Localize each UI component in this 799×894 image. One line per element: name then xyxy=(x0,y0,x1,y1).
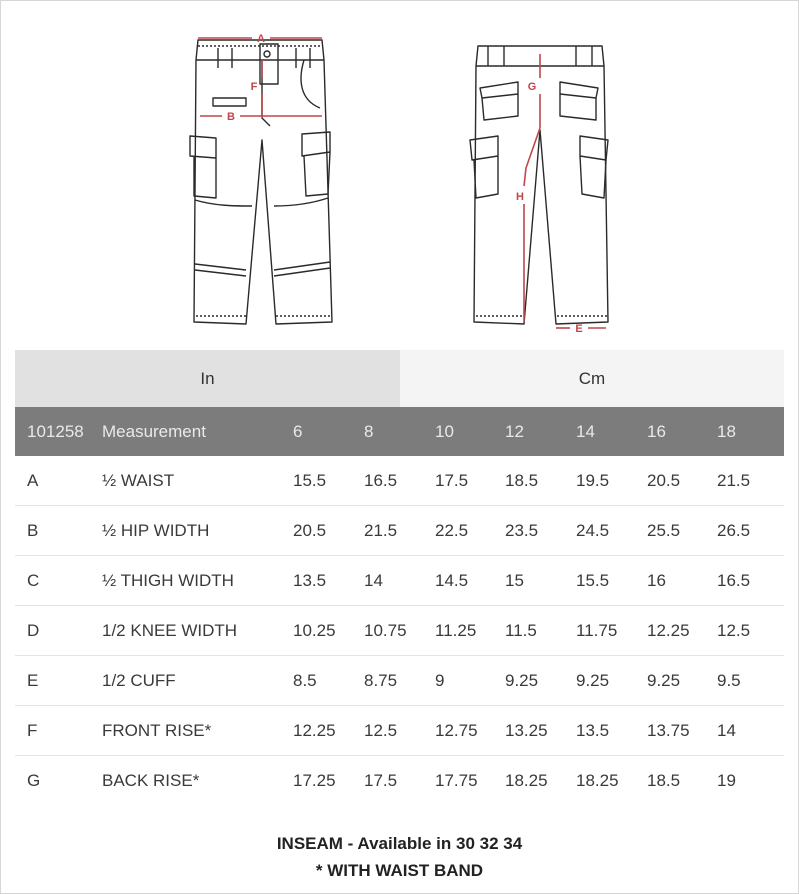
table-cell: 9.25 xyxy=(647,656,717,706)
label-a: A xyxy=(257,33,265,45)
table-row xyxy=(15,606,784,656)
unit-header xyxy=(15,350,784,407)
table-row xyxy=(15,706,784,756)
row-measurement: FRONT RISE* xyxy=(102,706,293,756)
table-cell: 12.75 xyxy=(435,706,505,756)
row-measurement: 1/2 CUFF xyxy=(102,656,293,706)
header-size-8: 8 xyxy=(364,407,435,456)
table-cell: 19 xyxy=(717,770,736,790)
table-cell: 18.25 xyxy=(576,770,619,790)
header-size-10: 10 xyxy=(435,407,505,456)
table-row xyxy=(15,556,784,606)
table-row xyxy=(15,456,784,506)
table-cell: 18.5 xyxy=(647,770,681,790)
table-cell: 8.5 xyxy=(293,656,364,706)
row-measurement: BACK RISE* xyxy=(102,770,200,790)
table-cell: 21.5 xyxy=(717,456,784,506)
table-cell: 13.5 xyxy=(576,706,647,756)
table-cell: 9.5 xyxy=(717,656,784,706)
table-cell: 16.5 xyxy=(717,556,784,606)
row-measurement: ½ THIGH WIDTH xyxy=(102,556,293,606)
table-cell: 13.25 xyxy=(505,706,576,756)
table-cell: 15.5 xyxy=(576,556,647,606)
table-cell: 11.25 xyxy=(435,606,505,656)
label-g: G xyxy=(527,81,537,93)
table-cell: 12.5 xyxy=(364,706,435,756)
header-size-16: 16 xyxy=(647,407,717,456)
table-header-row xyxy=(15,407,784,456)
table-cell: 12.5 xyxy=(717,606,784,656)
table-cell: 11.5 xyxy=(505,606,576,656)
table-cell: 11.75 xyxy=(576,606,647,656)
inseam-note: INSEAM - Available in 30 32 34 xyxy=(276,834,523,853)
table-cell: 14 xyxy=(717,706,784,756)
table-cell: 25.5 xyxy=(647,506,717,556)
header-size-12: 12 xyxy=(505,407,576,456)
label-f: F xyxy=(250,81,258,93)
table-cell: 16.5 xyxy=(364,456,435,506)
table-cell: 16 xyxy=(647,556,717,606)
table-cell: 10.25 xyxy=(293,606,364,656)
table-cell: 8.75 xyxy=(364,656,435,706)
table-cell: 13.75 xyxy=(647,706,717,756)
table-cell: 26.5 xyxy=(717,506,784,556)
table-cell: 17.75 xyxy=(435,770,478,790)
back-pants-drawing xyxy=(470,46,608,324)
row-code: C xyxy=(15,556,102,606)
row-measurement: ½ WAIST xyxy=(102,456,293,506)
table-cell: 18.5 xyxy=(505,456,576,506)
row-code: D xyxy=(15,606,102,656)
front-pants-drawing xyxy=(190,40,332,324)
label-e: E xyxy=(575,323,583,335)
label-b: B xyxy=(227,111,235,123)
table-cell: 17.5 xyxy=(435,456,505,506)
table-cell: 9 xyxy=(435,656,505,706)
table-cell: 23.5 xyxy=(505,506,576,556)
table-cell: 21.5 xyxy=(364,506,435,556)
table-row xyxy=(15,656,784,706)
header-size-18: 18 xyxy=(717,407,784,456)
unit-cm-label: Cm xyxy=(400,350,784,407)
row-measurement: 1/2 KNEE WIDTH xyxy=(102,606,293,656)
table-cell: 13.5 xyxy=(293,556,364,606)
row-code: B xyxy=(15,506,102,556)
table-cell: 15.5 xyxy=(293,456,364,506)
row-code: A xyxy=(15,456,102,506)
pants-illustration xyxy=(0,0,799,345)
table-cell: 22.5 xyxy=(435,506,505,556)
row-code: E xyxy=(15,656,102,706)
table-cell: 18.25 xyxy=(505,770,548,790)
table-cell: 10.75 xyxy=(364,606,435,656)
table-cell: 14 xyxy=(364,556,435,606)
header-style-number: 101258 xyxy=(15,407,102,456)
table-cell: 19.5 xyxy=(576,456,647,506)
table-cell: 9.25 xyxy=(505,656,576,706)
header-size-6: 6 xyxy=(293,407,364,456)
table-cell: 20.5 xyxy=(647,456,717,506)
header-size-14: 14 xyxy=(576,407,647,456)
table-cell: 17.5 xyxy=(364,770,398,790)
row-code: F xyxy=(15,706,102,756)
table-row xyxy=(15,756,784,806)
row-measurement: ½ HIP WIDTH xyxy=(102,506,293,556)
table-cell: 15 xyxy=(505,556,576,606)
table-cell: 12.25 xyxy=(293,706,364,756)
table-row xyxy=(15,506,784,556)
unit-inches-label: In xyxy=(15,350,400,407)
table-cell: 17.25 xyxy=(293,770,336,790)
table-cell: 9.25 xyxy=(576,656,647,706)
header-measurement: Measurement xyxy=(102,407,293,456)
label-h: H xyxy=(516,191,524,203)
size-chart-table xyxy=(15,407,784,805)
row-code: G xyxy=(27,770,41,790)
waistband-note: * WITH WAIST BAND xyxy=(315,861,484,880)
table-cell: 24.5 xyxy=(576,506,647,556)
pants-diagram xyxy=(0,0,799,345)
table-cell: 14.5 xyxy=(435,556,505,606)
table-cell: 20.5 xyxy=(293,506,364,556)
table-cell: 12.25 xyxy=(647,606,717,656)
